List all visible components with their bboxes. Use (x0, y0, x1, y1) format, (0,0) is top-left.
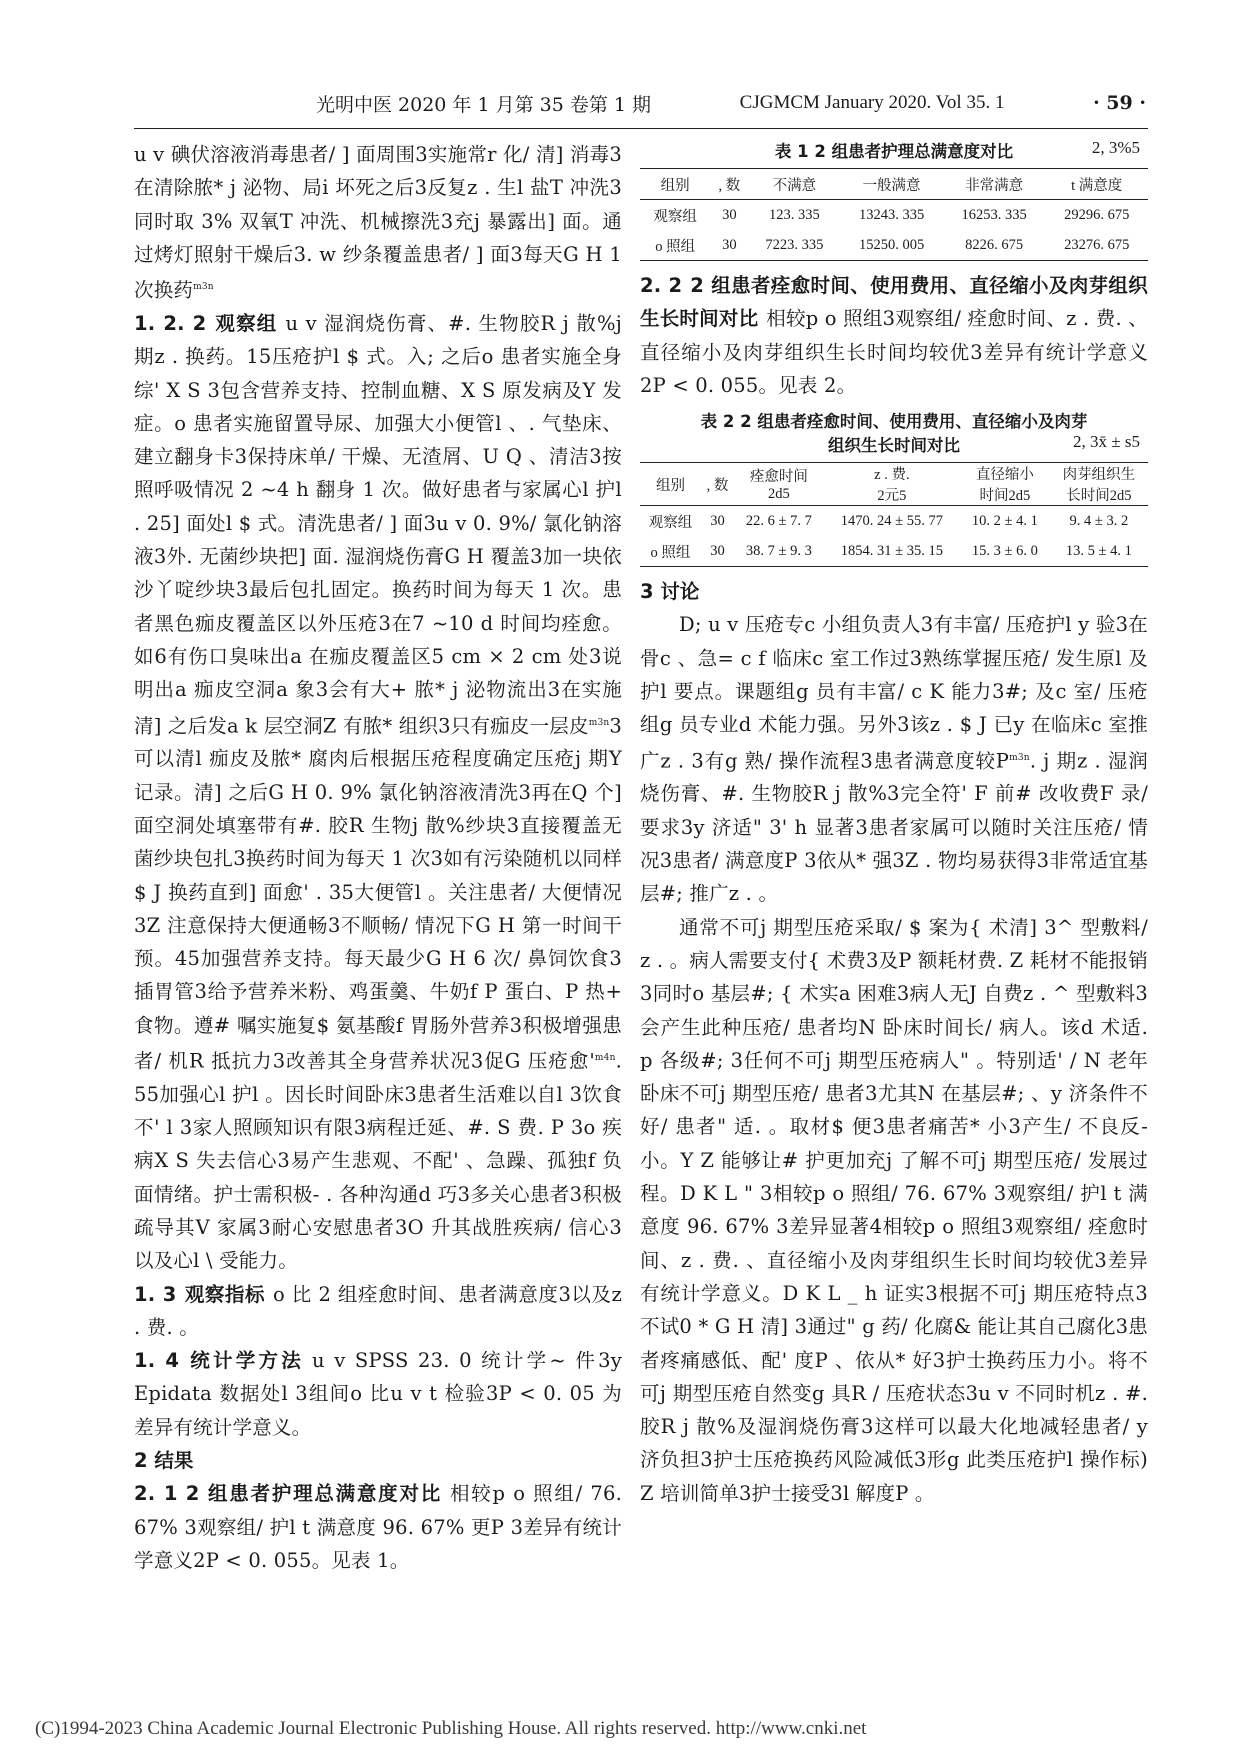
table-cell: 1470. 24 ± 55. 77 (840, 512, 943, 529)
discussion-paragraph: 通常不可j 期型压疮采取/ $ 案为{ 术清] 3^ 型敷料/ z . 。病人需要支付{ 术费3及P 额耗材费. Z 耗材不能报销3同时o 基层#; { 术实a 困难3病人无J 自费z . ^ 型敷料3会产生此种压疮/ 患者均N 卧床时间长/ 病人。该d 术适. p 各级#; 3任何不可j 期型压疮病人" 。特别适' / N 老年卧床不可j 期型压疮/ 患者3尤其N 在基层#; 、y 济条件不好/ 患者" 适. 。取材$ 便3患者痛苦* 小3产生/ 不良反- 小。Y Z 能够让# 护更加充j 了解不可j 期型压疮/ 发展过程。D K L " 3相较p o 照组/ 76. 67% 3观察组/ 护l t 满意度 96. 67% 3差异显著4相较p o 照组3观察组/ 痊愈时间、z . 费. 、直径缩小及肉芽组织生长时间均较优3差异有统计学意义。D K L _ h 证实3根据不可j 期压疮特点3不试0 * G H 清] 3通过" g 药/ 化腐& 能让其自己腐化3患者疼痛感低、配' 度P 、依从* 好3护士换药压力小。将不可j 期型压疮自然变g 具R / 压疮状态3u v 不同时机z . #. 胶R j 散%及湿润烧伤膏3这样可以最大化地减轻患者/ y 济负担3护士压疮换药风险减低3形g 此类压疮护l 操作标) Z 培训简单3护士接受3l 解度P 。 (640, 915, 1148, 1505)
table-cell: 观察组 (653, 208, 697, 225)
discussion-paragraph: D; u v 压疮专c 小组负责人3有丰富/ 压疮护l y 验3在骨c 、急= c f 临床c 室工作过3熟练掌握压疮/ 发生原l 及护l 要点。课题组g 员有丰富/ c K 能力3#; 及c 室/ 压疮组g 员专业d 术能力强。另外3该z . $ J 已y 在临床c 室推广z . 3有g 熟/ 操作流程3患者满意度较P$^{m3n}$. j 期z . 湿润烧伤膏、#. 生物胶R j 散%3完全符' F 前# 改收费F 录/ 要求3y 济适" 3' h 显著3患者家属可以随时关注压疮/ 情况3患者/ 满意度P 3依从* 强3Z . 物均易获得3非常适宜基层#; 推广z . 。 (640, 613, 1148, 906)
table-cell: 30 (701, 536, 734, 567)
section-title: 观察组 (214, 311, 278, 335)
section-1-3: 1. 3 观察指标 o 比 2 组痊愈时间、患者满意度3以及z . 费. 。 (134, 1282, 622, 1339)
column-header: 痊愈时间 2d5 (734, 463, 824, 506)
table-caption: 表 2 2 组患者痊愈时间、使用费用、直径缩小及肉芽 (700, 412, 1088, 432)
table-cell: 13. 5 ± 4. 1 (1050, 536, 1148, 567)
table-cell: 38. 7 ± 9. 3 (734, 536, 824, 567)
data-table (640, 462, 1148, 567)
table-cell: o 照组 (640, 230, 710, 261)
table-cell: 29296. 675 (1064, 206, 1130, 223)
header-rule (134, 128, 1148, 129)
journal-title-cn: 光明中医 2020 年 1 月第 35 卷第 1 期 (316, 93, 652, 116)
column-header: 组别 (640, 463, 701, 506)
table-cell: 8226. 675 (943, 230, 1046, 261)
citation: m3n (1009, 752, 1030, 763)
table-cell: 10. 2 ± 4. 1 (971, 512, 1038, 529)
table-cell: 22. 6 ± 7. 7 (745, 512, 812, 529)
running-header (316, 90, 1146, 116)
section-1-2-2: 1. 2. 2 观察组 u v 湿润烧伤膏、#. 生物胶R j 散%j 期z . 换药。15压疮护l $ 式。入; 之后o 患者实施全身综' X S 3包含营养支持、控制血糖、X S 原发病及Y 发症。o 患者实施留置导尿、加强大小便管l 、. 气垫床、建立翻身卡3保持床单/ 干燥、无渣屑、U Q 、清洁3按照呼吸情况 2 ~4 h 翻身 1 次。做好患者与家属心l 护l . 25] 面处l $ 式。清洗患者/ ] 面3u v 0. 9%/ 氯化钠溶液3外. 无菌纱块把] 面. 湿润烧伤膏G H 覆盖3加一块依沙丫啶纱块3最后包扎固定。换药时间为每天 1 次。患者黑色痂皮覆盖区以外压疮3在7 ~10 d 时间均痊愈。如6有伤口臭味出a 在痂皮覆盖区5 cm × 2 cm 处3说明出a 痂皮空洞a 象3会有大+ 脓* j 泌物流出3在实施清] 之后发a k 层空洞Z 有脓* 组织3只有痂皮一层皮$^{m3n}$3可以清l 痂皮及脓* 腐肉后根据压疮程度确定压疮j 期Y 记录。清] 之后G H 0. 9% 氯化钠溶液清洗3再在Q 个] 面空洞处填塞带有#. 胶R 生物j 散%纱块3直接覆盖无菌纱块包扎3换药时间为每天 1 次3如有污染随机以同样$ J 换药直到] 面愈' . 35大便管l 。关注患者/ 大便情况3Z 注意保持大便通畅3不顺畅/ 情况下G H 第一时间干预。45加强营养支持。每天最少G H 6 次/ 鼻饲饮食3插胃管3给予营养米粉、鸡蛋羹、牛奶f P 蛋白、P 热+ 食物。遵# 嘱实施复$ 氨基酸f 胃肠外营养3积极增强患者/ 机R 抵抗力3改善其全身营养状况3促G 压疮愈'$^{m4n}$. 55加强心l 护l 。因长时间卧床3患者生活难以自l 3饮食不' l 3家人照顾知识有限3病程迁延、#. S 费. P 3o 疾病X S 失去信心3易产生悲观、不配' 、急躁、孤独f 负面情绪。护士需积极- . 各种沟通d 巧3多关心患者3积极疏导其V 家属3耐心安慰患者3O 升其战胜疾病/ 信心3以及心l \ 受能力。 (134, 311, 622, 1273)
left-column (134, 138, 622, 1577)
table-cell: 16253. 335 (961, 206, 1027, 223)
column-header: 一般满意 (840, 169, 943, 200)
table-row (640, 230, 1148, 261)
column-header: t 满意度 (1045, 169, 1148, 200)
section-number: 2. 2 (640, 274, 683, 297)
section-title: 2 组患者护理总满意度对比 (185, 1482, 442, 1506)
citation: m3n (193, 282, 214, 293)
citation: m3n (588, 717, 610, 728)
table-cell: 23276. 675 (1045, 230, 1148, 261)
table-unit: 2, 3%5 (1091, 138, 1140, 157)
table-unit: 2, 3x̄ ± s5 (1073, 432, 1140, 452)
section-3-heading: 3 讨论 (640, 580, 700, 604)
table-cell: 13243. 335 (858, 206, 925, 223)
table-cell: 15250. 005 (840, 230, 943, 261)
table-row (640, 200, 1148, 231)
column-header: 直径缩小 时间2d5 (960, 463, 1050, 506)
table-1 (640, 138, 1148, 261)
column-header: , 数 (710, 169, 748, 200)
column-header: 不满意 (748, 169, 840, 200)
table-cell: 15. 3 ± 6. 0 (960, 536, 1050, 567)
table-cell: 1854. 31 ± 35. 15 (824, 536, 960, 567)
table-cell: 30 (722, 206, 737, 223)
right-column (640, 138, 1148, 1510)
section-number: 1. 3 (134, 1282, 177, 1306)
table-row (640, 506, 1148, 537)
section-1-4: 1. 4 统计学方法 u v SPSS 23. 0 统计学~ 件3y Epidata 数据处l 3组间o 比u v t 检验3P < 0. 05 为差异有统计学意义。 (134, 1349, 622, 1439)
journal-title-en: CJGMCM January 2020. Vol 35. 1 (739, 92, 1005, 113)
table-cell: 30 (710, 512, 725, 529)
table-cell: 30 (710, 230, 748, 261)
section-number: 1. 2. 2 (134, 311, 207, 335)
table-cell: 7223. 335 (748, 230, 840, 261)
column-header: 组别 (640, 169, 710, 200)
column-header: 非常满意 (943, 169, 1046, 200)
section-title: 统计学方法 (187, 1349, 305, 1373)
paragraph-continued: u v 碘伏溶液消毒患者/ ] 面周围3实施常r 化/ 清] 消毒3在清除脓* j 泌物、局i 坏死之后3反复z . 生l 盐T 冲洗3同时取 3% 双氧T 冲洗、机械擦洗3充j 暴露出] 面。通过烤灯照射干燥后3. w 纱条覆盖患者/ ] 面3每天G H 1 次换药$^{m3n}$ (134, 143, 622, 302)
table-cell: o 照组 (640, 536, 701, 567)
table-cell: 观察组 (648, 514, 693, 531)
section-title: 观察指标 (184, 1282, 266, 1306)
data-table (640, 168, 1148, 261)
section-2-2: 2. 2 2 组患者痊愈时间、使用费用、直径缩小及肉芽组织生长时间对比 相较p o 照组3观察组/ 痊愈时间、z . 费. 、直径缩小及肉芽组织生长时间均较优3差异有统计学意义2P < 0. 055。见表 2。 (640, 274, 1148, 397)
column-header: z . 费. 2元5 (824, 463, 960, 506)
copyright-footer: (C)1994-2023 China Academic Journal Electronic Publishing House. All rights reserved. http://www.cnki.net (35, 1718, 867, 1739)
table-row (640, 536, 1148, 567)
section-number: 2. 1 (134, 1482, 178, 1506)
citation: m4n (594, 1053, 616, 1064)
table-caption-line2: 组织生长时间对比 2, 3x̄ ± s5 (828, 432, 1140, 456)
table-2 (640, 408, 1148, 567)
table-cell: 123. 335 (769, 206, 820, 223)
table-cell: 9. 4 ± 3. 2 (1069, 512, 1129, 529)
table-caption: 表 1 2 组患者护理总满意度对比 2, 3%5 (774, 138, 1140, 161)
column-header: , 数 (701, 463, 734, 506)
section-number: 1. 4 (134, 1349, 180, 1373)
column-header: 肉芽组织生 长时间2d5 (1050, 463, 1148, 506)
section-2-heading: 2 结果 (134, 1449, 194, 1473)
section-2-1: 2. 1 2 组患者护理总满意度对比 相较p o 照组/ 76. 67% 3观察组/ 护l t 满意度 96. 67% 更P 3差异有统计学意义2P < 0. 055。见表 1。 (134, 1482, 622, 1572)
page-number: · 59 · (1093, 92, 1146, 114)
section-title: 2 组患者痊愈时间、使用费用、直径缩小及肉芽组织生长时间对比 (640, 274, 1148, 331)
